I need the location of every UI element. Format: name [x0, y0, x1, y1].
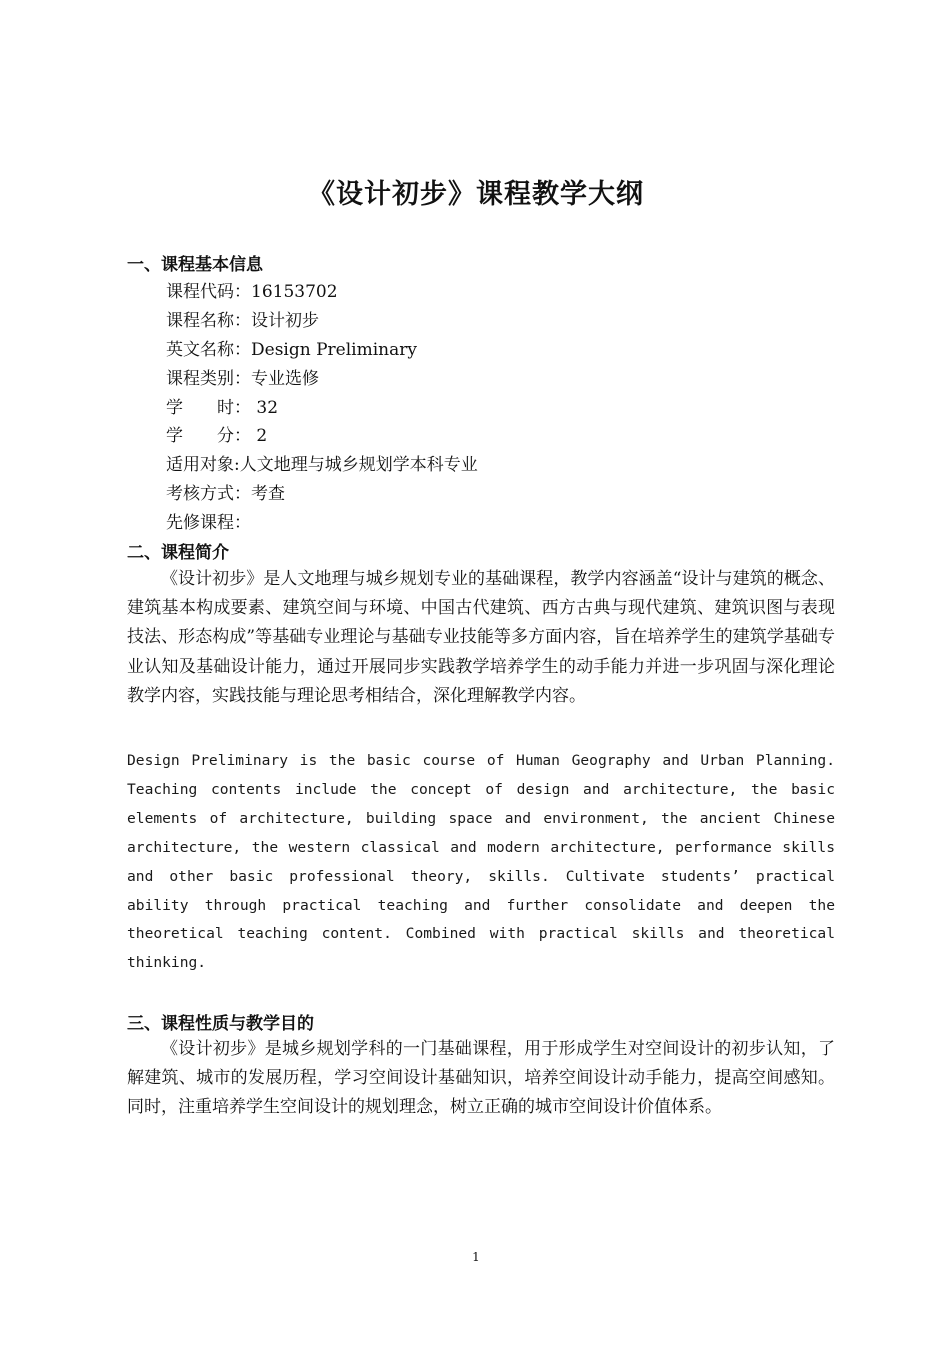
course-info-list	[166, 278, 478, 538]
page-title: 《设计初步》课程教学大纲	[308, 179, 644, 210]
course-intro-english: Design Preliminary is the basic course of Human Geography and Urban Planning. Teaching contents include the concept of design and architecture, the basic elements of architecture, building space and environment, the ancient Chinese architecture, the western classical and modern architecture, performance skills and other basic professional theory, skills. Cultivate students’ practical ability through practical teaching and further consolidate and deepen the theoretical teaching content. Combined with practical skills and theoretical thinking.	[127, 752, 835, 972]
info-label: 学 分：	[166, 426, 251, 447]
info-value: 专业选修	[251, 368, 319, 389]
info-label: 课程名称：	[166, 310, 251, 331]
info-item-course-code	[166, 278, 478, 307]
info-label: 学 时：	[166, 397, 251, 418]
info-label: 先修课程：	[166, 513, 251, 534]
info-item-credits	[166, 422, 478, 451]
info-item-assessment	[166, 480, 478, 509]
info-item-hours	[166, 394, 478, 423]
info-label: 课程代码：	[166, 282, 251, 302]
info-value: 人文地理与城乡规划学本科专业	[239, 455, 478, 476]
info-value: 16153702	[251, 282, 338, 302]
info-value: 32	[251, 397, 279, 418]
info-value: 设计初步	[251, 310, 319, 331]
course-intro-chinese: 《设计初步》是人文地理与城乡规划专业的基础课程，教学内容涵盖“设计与建筑的概念、建筑基本构成要素、建筑空间与环境、中国古代建筑、西方古典与现代建筑、建筑识图与表现技法、形态构成”等基础专业理论与基础专业技能等多方面内容，旨在培养学生的建筑学基础专业认知及基础设计能力，通过开展同步实践教学培养学生的动手能力并进一步巩固与深化理论教学内容，实践技能与理论思考相结合，深化理解教学内容。	[127, 569, 835, 706]
info-label: 英文名称：	[166, 339, 251, 360]
info-item-english-name	[166, 336, 478, 365]
info-label: 适用对象:	[166, 455, 240, 476]
info-value: 考查	[251, 484, 285, 505]
info-item-course-name	[166, 307, 478, 336]
info-value: Design Preliminary	[251, 339, 417, 360]
info-label: 考核方式：	[166, 484, 251, 505]
section-heading-course-intro: 二、课程简介	[127, 543, 229, 563]
info-label: 课程类别：	[166, 368, 251, 389]
info-item-prerequisites	[166, 509, 478, 538]
info-item-target-students	[166, 451, 478, 480]
info-item-course-category	[166, 365, 478, 394]
page-number: 1	[472, 1250, 480, 1264]
info-value: 2	[251, 426, 268, 447]
section-heading-nature-purpose: 三、课程性质与教学目的	[127, 1014, 314, 1034]
nature-purpose-paragraph: 《设计初步》是城乡规划学科的一门基础课程，用于形成学生对空间设计的初步认知，了解建筑、城市的发展历程，学习空间设计基础知识，培养空间设计动手能力，提高空间感知。同时，注重培养学生空间设计的规划理念，树立正确的城市空间设计价值体系。	[127, 1039, 835, 1118]
section-heading-basic-info: 一、课程基本信息	[127, 255, 263, 275]
